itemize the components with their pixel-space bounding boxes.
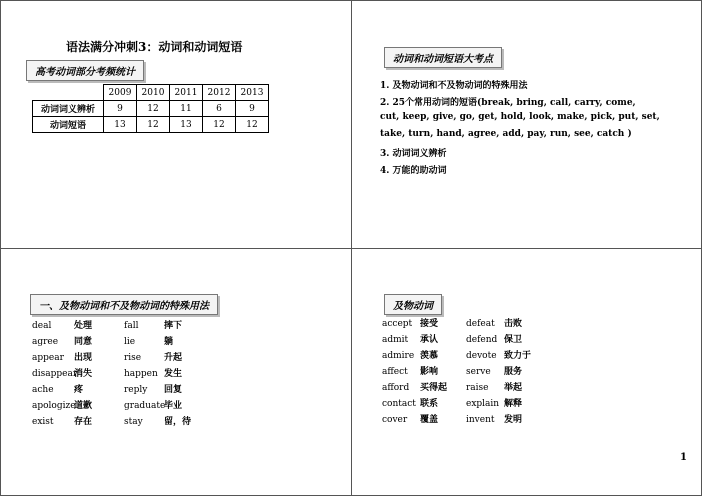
year-cell: 2009 xyxy=(104,85,137,101)
vocab-entry xyxy=(382,380,447,393)
vocab-meaning: 回复 xyxy=(164,385,183,395)
vocab-meaning: 接受 xyxy=(420,319,439,329)
vocab-entry xyxy=(124,398,182,411)
vocab-entry xyxy=(124,382,182,395)
vocab-word: defend xyxy=(466,335,498,345)
horizontal-divider xyxy=(0,248,702,249)
vocab-meaning: 服务 xyxy=(504,367,523,377)
q2-line: 1. 及物动词和不及物动词的特殊用法 xyxy=(380,81,528,91)
vocab-entry xyxy=(32,350,92,363)
year-cell: 2012 xyxy=(203,85,236,101)
vocab-entry xyxy=(382,364,438,377)
vocab-meaning: 摔下 xyxy=(164,321,183,331)
vocab-meaning: 出现 xyxy=(74,353,93,363)
table-cell: 13 xyxy=(170,117,203,133)
vocab-entry xyxy=(382,396,438,409)
table-row xyxy=(33,117,269,133)
vocab-entry xyxy=(466,332,522,345)
vocab-word: exist xyxy=(32,417,54,427)
vocab-entry xyxy=(32,334,92,347)
vocab-word: lie xyxy=(124,337,136,347)
vocab-entry xyxy=(466,396,522,409)
vocab-word: graduate xyxy=(124,401,166,411)
vocab-word: accept xyxy=(382,319,413,329)
vocab-entry xyxy=(382,316,438,329)
vocab-word: defeat xyxy=(466,319,495,329)
table-cell: 6 xyxy=(203,101,236,117)
vocab-word: stay xyxy=(124,417,143,427)
table-cell: 11 xyxy=(170,101,203,117)
vocab-meaning: 举起 xyxy=(504,383,523,393)
vocab-meaning: 毕业 xyxy=(164,401,183,411)
vocab-entry xyxy=(382,332,438,345)
vocab-entry xyxy=(32,398,92,411)
vocab-meaning: 留，待 xyxy=(164,417,192,427)
vocab-word: disappear xyxy=(32,369,78,379)
table-cell: 12 xyxy=(236,117,269,133)
vocab-meaning: 保卫 xyxy=(504,335,523,345)
table-row xyxy=(33,101,269,117)
vocab-meaning: 同意 xyxy=(74,337,93,347)
vocab-meaning: 疼 xyxy=(74,385,84,395)
row-label: 动词短语 xyxy=(33,117,104,133)
vocab-meaning: 发生 xyxy=(164,369,183,379)
table-header-row xyxy=(33,85,269,101)
vocab-meaning: 羡慕 xyxy=(420,351,439,361)
table-cell: 9 xyxy=(236,101,269,117)
vocab-entry xyxy=(382,412,438,425)
vocab-word: devote xyxy=(466,351,497,361)
vocab-meaning: 致力于 xyxy=(504,351,532,361)
q2-tag: 动词和动词短语大考点 xyxy=(384,47,502,68)
frequency-table xyxy=(32,84,269,133)
vocab-word: admit xyxy=(382,335,409,345)
vocab-meaning: 升起 xyxy=(164,353,183,363)
vocab-word: agree xyxy=(32,337,59,347)
vocab-entry xyxy=(124,366,182,379)
vocab-meaning: 击败 xyxy=(504,319,523,329)
year-cell: 2010 xyxy=(137,85,170,101)
vocab-meaning: 影响 xyxy=(420,367,439,377)
vocab-word: reply xyxy=(124,385,148,395)
vocab-meaning: 联系 xyxy=(420,399,439,409)
vocab-word: appear xyxy=(32,353,64,363)
vocab-entry xyxy=(124,414,191,427)
vocab-word: admire xyxy=(382,351,415,361)
vocab-meaning: 处理 xyxy=(74,321,93,331)
vocab-entry xyxy=(466,316,522,329)
table-cell: 12 xyxy=(203,117,236,133)
q1-tag: 高考动词部分考频统计 xyxy=(26,60,144,81)
q2-line: take, turn, hand, agree, add, pay, run, see, catch ) xyxy=(380,129,632,139)
vocab-word: cover xyxy=(382,415,408,425)
vocab-word: explain xyxy=(466,399,500,409)
vocab-entry xyxy=(124,318,182,331)
vocab-meaning: 存在 xyxy=(74,417,93,427)
vocab-entry xyxy=(466,348,531,361)
vocab-word: rise xyxy=(124,353,142,363)
vocab-word: serve xyxy=(466,367,491,377)
q2-line: 2. 25个常用动词的短语(break, bring, call, carry, come, xyxy=(380,98,636,108)
vocab-entry xyxy=(466,412,522,425)
vocab-word: invent xyxy=(466,415,495,425)
vocab-meaning: 道歉 xyxy=(74,401,93,411)
vocab-entry xyxy=(466,380,522,393)
vocab-meaning: 承认 xyxy=(420,335,439,345)
vocab-word: afford xyxy=(382,383,410,393)
vocab-meaning: 覆盖 xyxy=(420,415,439,425)
vocab-word: contact xyxy=(382,399,416,409)
vocab-entry xyxy=(124,334,173,347)
year-cell: 2013 xyxy=(236,85,269,101)
vocab-word: ache xyxy=(32,385,54,395)
vocab-word: fall xyxy=(124,321,139,331)
vocab-entry xyxy=(32,366,92,379)
table-cell: 13 xyxy=(104,117,137,133)
vocab-word: deal xyxy=(32,321,52,331)
vocab-word: happen xyxy=(124,369,158,379)
table-cell: 12 xyxy=(137,117,170,133)
vocab-entry xyxy=(32,382,83,395)
q4-tag: 及物动词 xyxy=(384,294,442,315)
q2-line: 3. 动词词义辨析 xyxy=(380,149,447,159)
vocab-word: affect xyxy=(382,367,408,377)
table-cell: 9 xyxy=(104,101,137,117)
table-cell: 12 xyxy=(137,101,170,117)
table-corner xyxy=(33,85,104,101)
vocab-meaning: 发明 xyxy=(504,415,523,425)
vocab-entry xyxy=(466,364,522,377)
vocab-meaning: 躺 xyxy=(164,337,174,347)
q2-line: 4. 万能的助动词 xyxy=(380,166,447,176)
vocab-entry xyxy=(32,318,92,331)
page-number: 1 xyxy=(680,452,687,463)
q3-tag: 一、及物动词和不及物动词的特殊用法 xyxy=(30,294,218,315)
vocab-meaning: 解释 xyxy=(504,399,523,409)
year-cell: 2011 xyxy=(170,85,203,101)
vocab-entry xyxy=(32,414,92,427)
vocab-meaning: 买得起 xyxy=(420,383,448,393)
vocab-meaning: 消失 xyxy=(74,369,93,379)
q2-line: cut, keep, give, go, get, hold, look, make, pick, put, set, xyxy=(380,112,660,122)
q1-title: 语法满分冲刺3：动词和动词短语 xyxy=(66,40,243,54)
vocab-entry xyxy=(382,348,438,361)
vocab-word: raise xyxy=(466,383,489,393)
row-label: 动词词义辨析 xyxy=(33,101,104,117)
vocab-entry xyxy=(124,350,182,363)
vocab-word: apologize xyxy=(32,401,76,411)
